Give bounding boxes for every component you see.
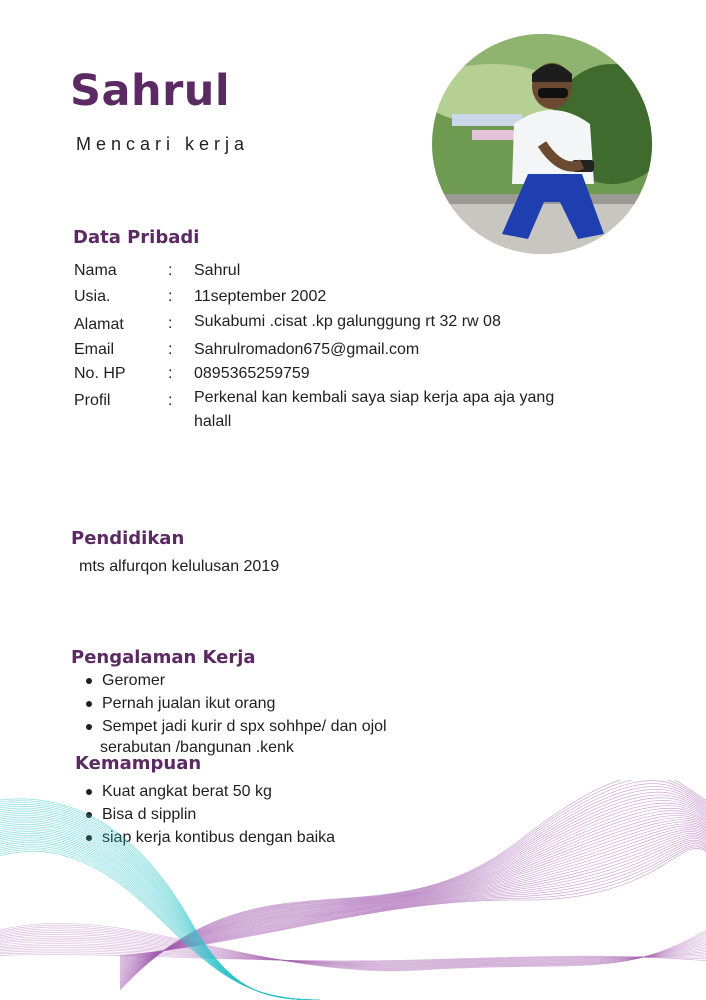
info-value: Sukabumi .cisat .kp galunggung rt 32 rw 08 (194, 313, 501, 330)
pengalaman-continuation: serabutan /bangunan .kenk (100, 739, 294, 756)
pengalaman-heading: Pengalaman Kerja (71, 647, 256, 668)
info-label: Alamat (74, 316, 124, 333)
wave-line (0, 806, 320, 1000)
list-item: Kuat angkat berat 50 kg (74, 780, 335, 803)
list-item: Sempet jadi kurir d spx sohhpe/ dan ojol (74, 715, 387, 738)
info-separator: : (168, 262, 173, 279)
resume-name: Sahrul (70, 66, 231, 116)
info-value: Perkenal kan kembali saya siap kerja apa aja yang halall (194, 389, 555, 430)
decorative-waves (0, 780, 706, 1000)
pengalaman-list (74, 669, 387, 738)
info-label: No. HP (74, 365, 126, 382)
kemampuan-heading: Kemampuan (75, 753, 202, 774)
pendidikan-heading: Pendidikan (71, 528, 185, 549)
info-label: Email (74, 341, 115, 358)
info-separator: : (168, 341, 173, 358)
data-pribadi-heading: Data Pribadi (73, 227, 200, 248)
info-label: Nama (74, 262, 117, 279)
info-separator: : (168, 392, 173, 409)
list-item: siap kerja kontibus dengan baika (74, 826, 335, 849)
list-item: Geromer (74, 669, 387, 692)
info-value: 11september 2002 (194, 288, 327, 305)
info-separator: : (168, 315, 173, 332)
profile-photo (432, 34, 652, 254)
info-value: 0895365259759 (194, 365, 310, 382)
info-label: Usia. (74, 288, 111, 305)
info-label: Profil (74, 392, 111, 409)
pendidikan-text: mts alfurqon kelulusan 2019 (79, 558, 280, 575)
info-separator: : (168, 365, 173, 382)
list-item: Pernah jualan ikut orang (74, 692, 387, 715)
resume-subtitle: Mencari kerja (76, 134, 250, 154)
info-value: Sahrul (194, 262, 241, 279)
list-item: Bisa d sipplin (74, 803, 335, 826)
info-separator: : (168, 288, 173, 305)
info-value: Sahrulromadon675@gmail.com (194, 341, 420, 358)
